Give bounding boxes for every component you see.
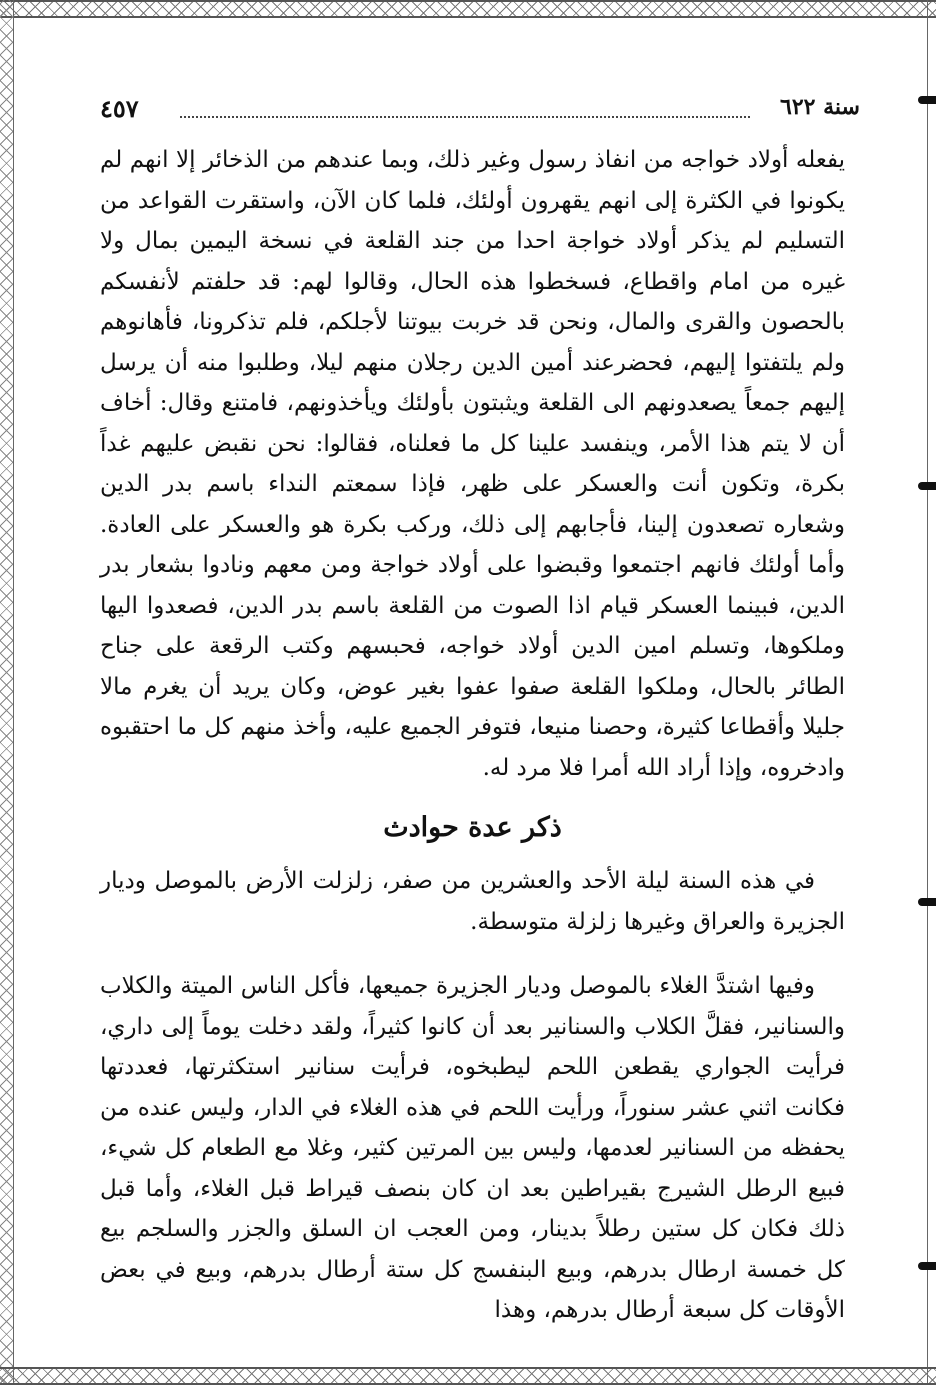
decorative-border-bottom (0, 1367, 936, 1385)
page-edge-mark (918, 482, 936, 490)
decorative-border-top (0, 0, 936, 18)
page-edge-mark (918, 1262, 936, 1270)
body-paragraph: يفعله أولاد خواجه من انفاذ رسول وغير ذلك، وبما عندهم من الذخائر إلا انهم لم يكونوا في الكثرة إلى انهم يقهرون أولئك، فلما كان الآن، واستقرت القواعد من التسليم لم يذكر أولاد خواجة احدا من جند القلعة في نسخة اليمين بمال ولا غيره من امام واقطاع، فسخطوا هذه الحال، وقالوا لهم: قد حلفتم لأنفسكم بالحصون والقرى والمال، ونحن قد خربت بيوتنا لأجلكم، فلم تذكرونا، فأهانوهم ولم يلتفتوا إليهم، فحضرعند أمين الدين رجلان منهم ليلا، وطلبوا منه أن يرسل إليهم جمعاً يصعدونهم الى القلعة ويثبتون بأولئك ويأخذونهم، فامتنع وقال: أخاف أن لا يتم هذا الأمر، وينفسد علينا كل ما فعلناه، فقالوا: نحن نقبض عليهم غداً بكرة، وتكون أنت والعسكر على ظهر، فإذا سمعتم النداء باسم بدر الدين وشعاره تصعدون إلينا، فأجابهم إلى ذلك، وركب بكرة هو والعسكر على العادة. وأما أولئك فانهم اجتمعوا وقبضوا على أولاد خواجة ومن معهم ونادوا بشعار بدر الدين، فبينما العسكر قيام اذا الصوت من القلعة باسم بدر الدين، فصعدوا اليها وملكوها، وتسلم امين الدين أولاد خواجه، فحبسهم وكتب الرقعة على جناح الطائر بالحال، وملكوا القلعة صفوا عفوا بغير عوض، وكان يريد أن يغرم مالا جليلا وأقطاعا كثيرة، وحصنا منيعا، فتوفر الجميع عليه، وأخذ منهم كل ما احتقبوه وادخروه، وإذا أراد الله أمرا فلا مرد له. (100, 147, 845, 781)
decorative-border-left (0, 0, 14, 1385)
page-edge-right (927, 0, 936, 1385)
body-paragraph: وفيها اشتدَّ الغلاء بالموصل وديار الجزيرة جميعها، فأكل الناس الميتة والكلاب والسنانير، فقلَّ الكلاب والسنانير بعد أن كانوا كثيراً، ولقد دخلت يوماً إلى داري، فرأيت الجواري يقطعن اللحم ليطبخوه، فرأيت سنانير استكثرتها، فعددتها فكانت اثني عشر سنوراً، ورأيت اللحم في هذه الغلاء في الدار، وليس عنده من يحفظه من السنانير لعدمها، وليس بين المرتين كثير، وغلا مع الطعام كل شيء، فبيع الرطل الشيرج بقيراطين بعد ان كان بنصف قيراط قبل الغلاء، وأما قبل ذلك فكان كل ستين رطلاً بدينار، ومن العجب ان السلق والجزر والسلجم بيع كل خمسة ارطال بدرهم، وبيع البنفسج كل ستة أرطال بدرهم، وبيع في بعض الأوقات كل سبعة أرطال بدرهم، وهذا (100, 973, 845, 1323)
page-edge-mark (918, 96, 936, 104)
page-edge-mark (918, 898, 936, 906)
body-paragraph: في هذه السنة ليلة الأحد والعشرين من صفر، زلزلت الأرض بالموصل وديار الجزيرة والعراق وغيرها زلزلة متوسطة. (100, 868, 845, 935)
section-heading: ذكر عدة حوادث (383, 812, 562, 843)
paragraph-spacer (100, 942, 845, 966)
page-body (100, 140, 845, 1331)
page-header (100, 94, 860, 128)
page-number: ٤٥٧ (100, 94, 139, 123)
running-title: سنة ٦٢٢ (780, 94, 860, 120)
header-dotted-rule (180, 116, 750, 118)
